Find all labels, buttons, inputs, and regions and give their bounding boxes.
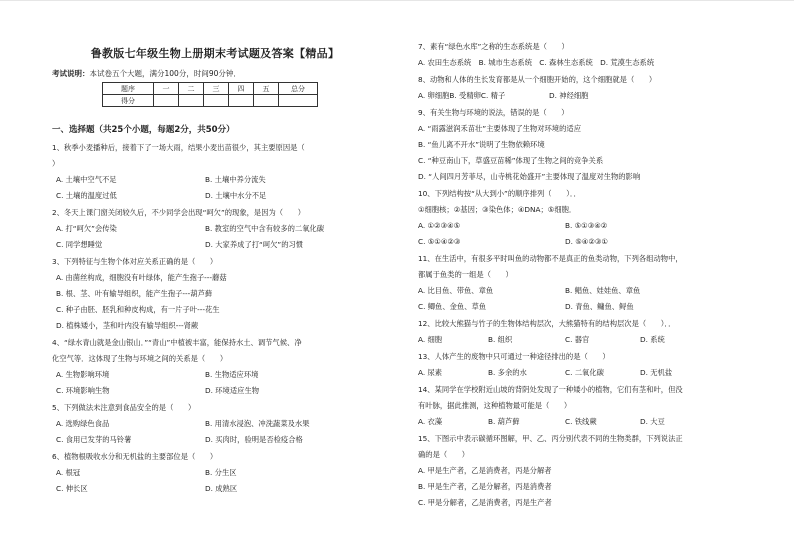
option: B. 分生区 [205,468,237,477]
question-stem: 4、“绿水青山就是金山银山．”“青山”中植被丰富，能保持水土、调节气候、净 [52,338,302,347]
option: D. 土壤中水分不足 [205,191,267,200]
score-blank[interactable] [204,95,229,107]
option: C. 种子由胚、胚乳和种皮构成，有一片子叶---花生 [56,305,220,314]
score-cell: 一 [154,83,179,95]
question-stem: 2、冬天上课门窗关闭较久后，不少同学会出现“呵欠”的现象，是因为（ ） [52,208,305,217]
option: B. 多余的水 [488,368,527,377]
option: C. 二氧化碳 [565,368,604,377]
option: C. 甲是分解者，乙是消费者，丙是生产者 [418,498,552,507]
option: B. 生物适应环境 [205,370,259,379]
question-stem: 5、下列做法未注意到食品安全的是（ ） [52,403,196,412]
option: C. 伸长区 [56,484,88,493]
score-cell: 三 [204,83,229,95]
option: A. 选购绿色食品 [56,419,110,428]
option: C. 鲫鱼、金鱼、草鱼 [418,302,487,311]
option: B. 葫芦藓 [488,417,520,426]
question-stem: 14、某同学在学校附近山坡的背阴处发现了一种矮小的植物，它们有茎和叶，但没 [418,385,683,394]
score-cell: 总分 [279,83,318,95]
option: A. 生物影响环境 [56,370,110,379]
option: C. 环境影响生物 [56,386,110,395]
question-stem: 6、植物根吸收水分和无机盐的主要部位是（ ） [52,452,218,461]
option: C. “种豆南山下，草盛豆苗稀”体现了生物之间的竞争关系 [418,156,604,165]
question-stem: 11、在生活中，有很多平时叫鱼的动物都不是真正的鱼类动物，下列各组动物中， [418,254,683,263]
section-heading: 一、选择题（共25个小题，每题2分，共50分） [52,125,235,135]
option: B. 组织 [488,335,513,344]
option: B. ⑤①③④② [565,221,608,230]
option: A. ①②③④⑤ [418,221,461,230]
question-stem: 9、有关生物与环境的说法，错误的是（ ） [418,108,569,117]
option: B. 甲是生产者，乙是分解者，丙是消费者 [418,482,552,491]
exam-note-label: 考试说明： [52,69,90,78]
option: A. 由菌丝构成，细胞没有叶绿体，能产生孢子---蘑菇 [56,273,227,282]
option: A. 卵细胞B. 受精卵C. 精子 D. 神经细胞 [418,91,589,100]
option: D. 买肉时，验明是否检疫合格 [205,435,303,444]
exam-note-text: 本试卷五个大题，满分100分，时间90分钟． [89,69,241,78]
page-title: 鲁教版七年级生物上册期末考试题及答案【精品】 [90,47,340,60]
option: B. “鱼儿离不开水”说明了生物依赖环境 [418,140,545,149]
question-stem: 1、秋季小麦播种后，接着下了一场大雨，结果小麦出苗很少，其主要原因是（ [52,143,305,152]
option: C. 器官 [565,335,590,344]
option: C. 食用已发芽的马铃薯 [56,435,132,444]
score-blank[interactable] [254,95,279,107]
exam-note [52,68,241,79]
score-table [102,82,318,107]
score-table-score-row [103,95,318,107]
option: D. 环境适应生物 [205,386,260,395]
option: D. 系统 [640,335,665,344]
option: A. 比目鱼、带鱼、章鱼 [418,286,494,295]
option: D. 无机盐 [640,368,673,377]
question-stem: ） [52,159,60,168]
question-stem: 有叶脉，据此推测，这种植物最可能是（ ） [418,401,572,410]
option: D. 大家养成了打“呵欠”的习惯 [205,240,304,249]
option: A. 衣藻 [418,417,443,426]
question-stem: 化空气等．这体现了生物与环境之间的关系是（ ） [52,354,228,363]
question-stem: 确的是（ ） [418,450,470,459]
option: B. 根、茎、叶有输导组织，能产生孢子---葫芦藓 [56,289,213,298]
option: A. 尿素 [418,368,443,377]
score-cell: 得分 [103,95,154,107]
option: C. 土壤的温度过低 [56,191,117,200]
option: D. 成熟区 [205,484,238,493]
option: D. 大豆 [640,417,665,426]
score-blank[interactable] [229,95,254,107]
question-stem: 7、素有“绿色水库”之称的生态系统是（ ） [418,42,569,51]
score-table-header-row [103,83,318,95]
option: A. 土壤中空气不足 [56,175,117,184]
option: B. 土壤中养分流失 [205,175,266,184]
option: A. “雨露滋润禾苗壮”主要体现了生物对环境的适应 [418,124,581,133]
option: A. 根冠 [56,468,81,477]
question-stem: 12、比较大熊猫与竹子的生物体结构层次，大熊猫特有的结构层次是（ ）．． [418,319,676,328]
question-stem: 都属于鱼类的一组是（ ） [418,270,513,279]
question-stem: 15、下图示中表示碳循环图解，甲、乙、丙分别代表不同的生物类群，下列说法正 [418,434,683,443]
question-stem: 13、人体产生的废物中只可通过一种途径排出的是（ ） [418,352,610,361]
question-stem: 10、下列结构按“从大到小”的顺序排列（ ）．． [418,189,581,198]
option: A. 打“呵欠”会传染 [56,224,117,233]
page-top-edge [0,0,794,1]
option: D. ⑤④②③① [565,237,608,246]
option: C. 同学想睡觉 [56,240,103,249]
question-stem: 3、下列特征与生物个体对应关系正确的是（ ） [52,257,218,266]
option: A. 农田生态系统 B. 城市生态系统 C. 森林生态系统 D. 荒漠生态系统 [418,58,655,67]
option: C. 铁线蕨 [565,417,597,426]
score-blank[interactable] [154,95,179,107]
option: C. ⑤①④②③ [418,237,461,246]
score-blank[interactable] [279,95,318,107]
question-stem: 8、动物和人体的生长发育都是从一个细胞开始的，这个细胞就是（ ） [418,75,657,84]
option: D. 青鱼、鳙鱼、鲟鱼 [565,302,634,311]
option: B. 鲳鱼、娃娃鱼、章鱼 [565,286,641,295]
score-cell: 五 [254,83,279,95]
option: D. 植株矮小，茎和叶内没有输导组织---肾蕨 [56,321,199,330]
score-cell: 二 [179,83,204,95]
score-blank[interactable] [179,95,204,107]
question-items: ①细胞核；②基因；③染色体；④DNA；⑤细胞． [418,205,577,214]
option: B. 用清水浸泡、冲洗蔬菜及水果 [205,419,310,428]
option: B. 教室的空气中含有较多的二氧化碳 [205,224,325,233]
option: A. 甲是生产者，乙是消费者，丙是分解者 [418,466,552,475]
score-cell: 题序 [103,83,154,95]
score-cell: 四 [229,83,254,95]
option: A. 细胞 [418,335,443,344]
option: D. “人间四月芳菲尽，山寺桃花始盛开”主要体现了温度对生物的影响 [418,172,641,181]
